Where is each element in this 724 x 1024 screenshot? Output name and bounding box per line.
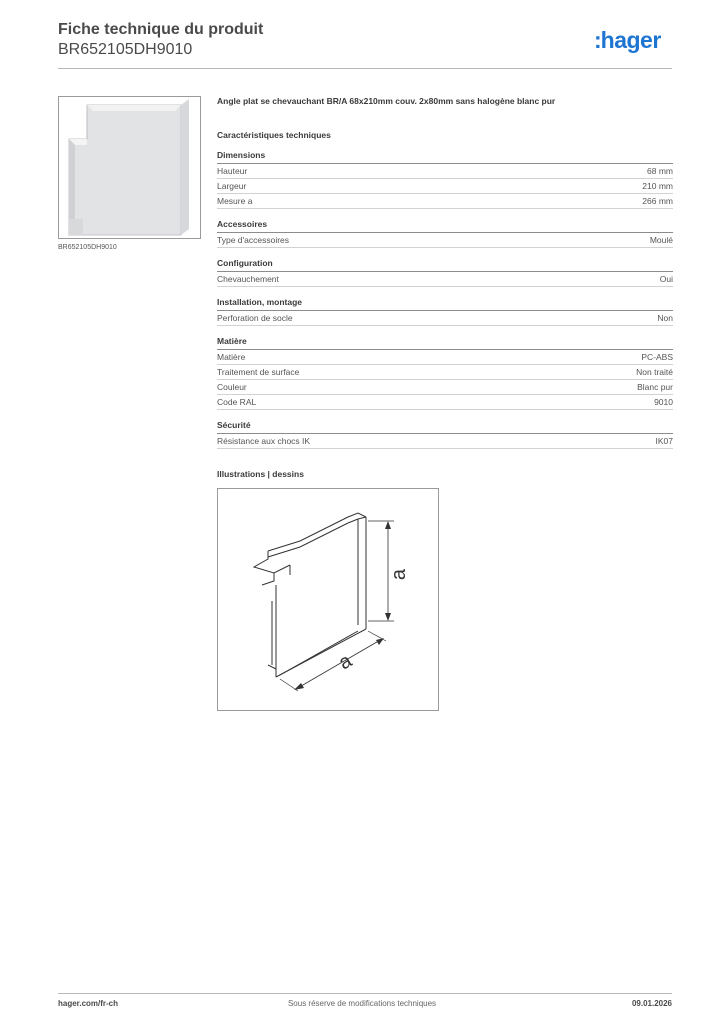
- spec-label: Résistance aux chocs IK: [217, 436, 311, 446]
- dimension-label-horizontal: a: [334, 649, 356, 675]
- spec-value: IK07: [655, 436, 673, 446]
- product-reference: BR652105DH9010: [58, 41, 193, 58]
- spec-value: PC-ABS: [641, 352, 673, 362]
- spec-value: 266 mm: [642, 196, 673, 206]
- footer-notice: Sous réserve de modifications techniques: [287, 999, 437, 1008]
- spec-group-accessoires: [217, 219, 673, 248]
- spec-label: Traitement de surface: [217, 367, 300, 377]
- group-title: Configuration: [217, 258, 673, 272]
- illustrations-heading: Illustrations | dessins: [217, 469, 304, 479]
- hager-logo: [594, 26, 661, 54]
- spec-row: [217, 164, 673, 179]
- product-image-caption: BR652105DH9010: [58, 244, 117, 251]
- group-title: Matière: [217, 336, 673, 350]
- spec-value: Blanc pur: [637, 382, 673, 392]
- spec-row: [217, 233, 673, 248]
- flat-angle-drawing-icon: [218, 489, 438, 710]
- spec-label: Mesure a: [217, 196, 253, 206]
- product-image: [58, 96, 201, 239]
- spec-row: [217, 179, 673, 194]
- spec-row: [217, 350, 673, 365]
- spec-value: Non traité: [636, 367, 673, 377]
- spec-label: Code RAL: [217, 397, 257, 407]
- spec-row: [217, 380, 673, 395]
- spec-value: Non: [657, 313, 673, 323]
- spec-row: [217, 434, 673, 449]
- group-title: Sécurité: [217, 420, 673, 434]
- spec-row: [217, 194, 673, 209]
- document-title: Fiche technique du produit: [58, 21, 264, 38]
- product-description: Angle plat se chevauchant BR/A 68x210mm couv. 2x80mm sans halogène blanc pur: [217, 96, 556, 106]
- group-title: Accessoires: [217, 219, 673, 233]
- spec-label: Perforation de socle: [217, 313, 293, 323]
- spec-content: [217, 96, 673, 449]
- footer-divider: [58, 993, 672, 994]
- spec-label: Matière: [217, 352, 246, 362]
- spec-value: Oui: [659, 274, 673, 284]
- spec-value: 9010: [654, 397, 673, 407]
- spec-row: [217, 365, 673, 380]
- spec-group-dimensions: [217, 150, 673, 209]
- logo-text: hager: [600, 27, 661, 53]
- specs-heading: Caractéristiques techniques: [217, 130, 331, 140]
- spec-label: Couleur: [217, 382, 247, 392]
- dimension-label-vertical: a: [388, 568, 411, 581]
- footer-website-link[interactable]: hager.com/fr-ch: [58, 999, 119, 1008]
- group-title: Dimensions: [217, 150, 673, 164]
- spec-label: Type d'accessoires: [217, 235, 290, 245]
- logo-dots-icon: :: [594, 27, 601, 53]
- spec-label: Hauteur: [217, 166, 248, 176]
- product-photo-icon: [59, 97, 200, 238]
- spec-row: [217, 272, 673, 287]
- spec-row: [217, 395, 673, 410]
- spec-group-securite: [217, 420, 673, 449]
- spec-value: Moulé: [649, 235, 673, 245]
- spec-group-configuration: [217, 258, 673, 287]
- spec-row: [217, 311, 673, 326]
- group-title: Installation, montage: [217, 297, 673, 311]
- technical-drawing: [217, 488, 439, 711]
- spec-group-matiere: [217, 336, 673, 410]
- spec-label: Largeur: [217, 181, 247, 191]
- header-divider: [58, 68, 672, 69]
- footer-date: 09.01.2026: [631, 999, 672, 1008]
- spec-value: 210 mm: [642, 181, 673, 191]
- spec-group-installation: [217, 297, 673, 326]
- spec-label: Chevauchement: [217, 274, 279, 284]
- spec-value: 68 mm: [647, 166, 673, 176]
- document-header: [58, 20, 263, 59]
